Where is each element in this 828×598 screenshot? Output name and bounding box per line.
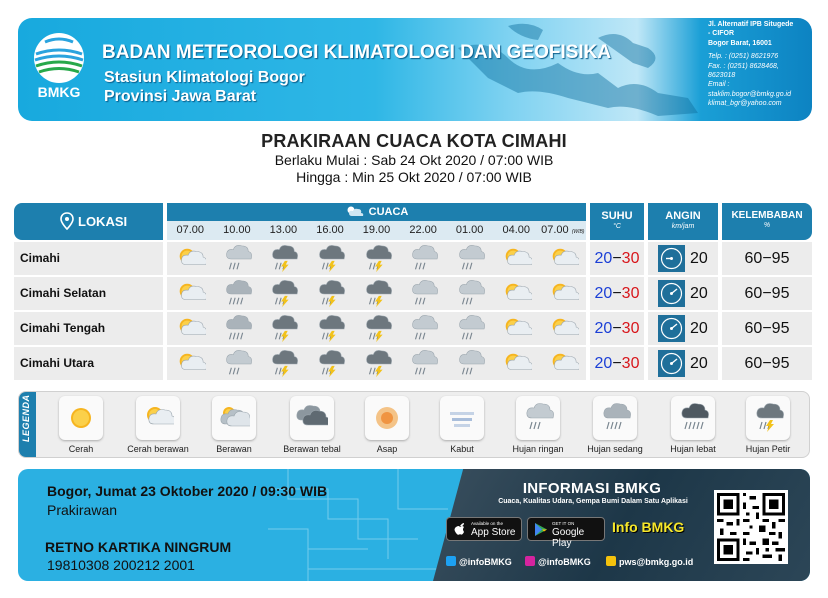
wind-speed: 20: [690, 250, 708, 267]
temperature-range: [590, 242, 644, 275]
cerah-berawan-icon: [547, 279, 579, 309]
weather-slot: [540, 242, 587, 275]
forecast-title-block: [0, 131, 828, 186]
temp-min: 20: [594, 355, 613, 372]
table-row: [14, 347, 812, 380]
legend-item: [349, 396, 425, 454]
temp-min: 20: [594, 250, 613, 267]
time-label: 01.00: [455, 224, 484, 236]
weather-slot: [260, 312, 307, 345]
temperature-range: [590, 277, 644, 310]
kelembaban-label: KELEMBABAN: [731, 210, 803, 221]
hujan-sedang-icon: [599, 402, 631, 434]
logo-text: BMKG: [37, 84, 81, 100]
legend-tag: [19, 392, 36, 458]
info-bmkg-app-name: Info BMKG: [612, 519, 685, 535]
valid-from: Berlaku Mulai : Sab 24 Okt 2020 / 07:00 WIB: [274, 152, 554, 168]
legend-icon-box: [59, 396, 103, 440]
province-name: Provinsi Jawa Barat: [104, 88, 257, 105]
weather-slot: [307, 242, 354, 275]
cerah-berawan-icon: [547, 244, 579, 274]
info-title: INFORMASI BMKG: [522, 480, 662, 497]
header-banner: [18, 18, 812, 121]
weather-slot: [307, 347, 354, 380]
qr-code-icon: [717, 493, 785, 561]
weather-slot: [214, 277, 261, 310]
forecaster-nip: 19810308 200212 2001: [47, 557, 195, 573]
legend-label: Hujan Petir: [745, 444, 791, 454]
address-line: Jl. Alternatif IPB Situgede: [708, 21, 794, 28]
temp-dash: −: [612, 355, 622, 372]
weather-slot: [353, 312, 400, 345]
time-label: 19.00: [362, 224, 391, 236]
temperature-range: [590, 347, 644, 380]
forecaster-role: Prakirawan: [47, 502, 118, 518]
weather-slot: [214, 242, 261, 275]
hujan-petir-icon: [267, 244, 299, 274]
email-label: pws@bmkg.go.id: [619, 557, 694, 567]
legend-item: [120, 396, 196, 454]
cerah-berawan-icon: [174, 349, 206, 379]
weather-icons: [167, 242, 586, 275]
legend-tag-label: LEGENDA: [21, 394, 31, 442]
legend-label: Berawan: [216, 444, 252, 454]
weather-slot: [307, 312, 354, 345]
hujan-ringan-icon: [454, 349, 486, 379]
legend-label: Cerah: [68, 444, 94, 454]
weather-slot: [260, 347, 307, 380]
weather-icons: [167, 277, 586, 310]
legend-icon-box: [516, 396, 560, 440]
legend-panel: [18, 391, 810, 458]
cerah-berawan-icon: [500, 279, 532, 309]
cuaca-label: CUACA: [368, 206, 409, 218]
email-contact[interactable]: [606, 556, 693, 567]
weather-slot: [540, 312, 587, 345]
hujan-ringan-icon: [454, 314, 486, 344]
weather-slot: [167, 347, 214, 380]
legend-icon-box: [365, 396, 409, 440]
wind-direction-icon: [658, 315, 685, 342]
wind-direction-icon: [658, 245, 685, 272]
twitter-handle[interactable]: [446, 556, 512, 567]
legend-item: [196, 396, 272, 454]
instagram-label: @infoBMKG: [538, 557, 591, 567]
location-pin-icon: [60, 212, 74, 230]
hujan-ringan-icon: [522, 402, 554, 434]
legend-icon-box: [746, 396, 790, 440]
legend-item: [655, 396, 731, 454]
wind-direction-icon: [658, 280, 685, 307]
fax-line: 8623018: [708, 72, 736, 80]
hujan-petir-icon: [267, 279, 299, 309]
weather-slot: [540, 347, 587, 380]
contact-info: [708, 20, 812, 121]
temp-max: 30: [621, 320, 640, 337]
apple-icon: [453, 522, 467, 537]
hujan-ringan-icon: [407, 279, 439, 309]
mail-icon: [606, 556, 616, 566]
hujan-petir-icon: [314, 244, 346, 274]
cerah-berawan-icon: [547, 349, 579, 379]
humidity-range: 60−95: [722, 312, 812, 345]
hujan-petir-icon: [361, 314, 393, 344]
weather-slot: [446, 242, 493, 275]
weather-slot: [214, 312, 261, 345]
page-title: PRAKIRAAN CUACA KOTA CIMAHI: [261, 131, 567, 151]
location-name: Cimahi Selatan: [14, 277, 163, 310]
hujan-petir-icon: [752, 402, 784, 434]
humidity-range: 60−95: [722, 242, 812, 275]
temp-max: 30: [621, 355, 640, 372]
hujan-ringan-icon: [407, 314, 439, 344]
app-store-small: Available on the: [471, 521, 503, 526]
legend-icon-box: [593, 396, 637, 440]
wind-cell: [648, 277, 718, 310]
berawan-tebal-icon: [296, 402, 328, 434]
time-label: 10.00: [223, 224, 251, 236]
temp-min: 20: [594, 320, 613, 337]
temp-max: 30: [621, 250, 640, 267]
footer-panel: [18, 469, 810, 581]
legend-icon-box: [671, 396, 715, 440]
legend-icon-box: [136, 396, 180, 440]
hujan-petir-icon: [361, 244, 393, 274]
twitter-label: @infoBMKG: [459, 557, 512, 567]
legend-item: [500, 396, 576, 454]
email-label: Email :: [708, 81, 730, 89]
column-header-cuaca: [167, 203, 586, 221]
kabut-icon: [446, 402, 478, 434]
legend-label: Hujan sedang: [587, 444, 643, 454]
weather-slot: [307, 277, 354, 310]
indonesia-map-graphic: [448, 18, 708, 121]
google-play-small: GET IT ON: [552, 521, 575, 526]
weather-slot: [353, 277, 400, 310]
email-line: klimat_bgr@yahoo.com: [708, 100, 782, 108]
lokasi-label: LOKASI: [78, 214, 128, 229]
asap-icon: [371, 402, 403, 434]
temp-dash: −: [612, 285, 622, 302]
fax-line: Fax. : (0251) 8628468,: [708, 62, 779, 70]
wind-speed: 20: [690, 285, 708, 302]
hujan-ringan-icon: [454, 244, 486, 274]
legend-item: [274, 396, 350, 454]
app-store-badge[interactable]: [446, 517, 522, 541]
organization-name: BADAN METEOROLOGI KLIMATOLOGI DAN GEOFISIKA: [102, 42, 612, 63]
hujan-ringan-icon: [407, 349, 439, 379]
weather-slot: [353, 347, 400, 380]
twitter-icon: [446, 556, 456, 566]
legend-item: [577, 396, 653, 454]
cerah-berawan-icon: [174, 244, 206, 274]
cerah-berawan-icon: [500, 244, 532, 274]
legend-label: Kabut: [450, 444, 474, 454]
column-header-lokasi: [14, 203, 163, 240]
suhu-label: SUHU: [601, 210, 633, 222]
hujan-sedang-icon: [221, 279, 253, 309]
wind-cell: [648, 242, 718, 275]
humidity-range: 60−95: [722, 347, 812, 380]
temp-min: 20: [594, 285, 613, 302]
angin-unit: km/jam: [671, 223, 695, 230]
forecaster-name: RETNO KARTIKA NINGRUM: [45, 539, 232, 555]
location-name: Cimahi Utara: [14, 347, 163, 380]
temperature-range: [590, 312, 644, 345]
column-header-suhu: [590, 203, 644, 240]
address-line: Bogor Barat, 16001: [708, 39, 772, 47]
qr-code: [714, 490, 788, 564]
weather-slot: [260, 277, 307, 310]
bmkg-logo-icon: [31, 32, 87, 112]
email-line: staklim.bogor@bmkg.go.id: [708, 90, 791, 98]
weather-slot: [353, 242, 400, 275]
legend-label: Cerah berawan: [127, 444, 189, 454]
weather-slot: [400, 277, 447, 310]
weather-slot: [446, 277, 493, 310]
weather-slot: [540, 277, 587, 310]
hujan-petir-icon: [267, 314, 299, 344]
cerah-icon: [65, 402, 97, 434]
google-play-badge[interactable]: [527, 517, 605, 549]
hujan-ringan-icon: [407, 244, 439, 274]
weather-icons: [167, 347, 586, 380]
humidity-range: 60−95: [722, 277, 812, 310]
time-label-last: [540, 221, 587, 240]
weather-slot: [400, 347, 447, 380]
hujan-ringan-icon: [221, 349, 253, 379]
temp-dash: −: [612, 250, 622, 267]
cerah-berawan-icon: [547, 314, 579, 344]
berawan-icon: [218, 402, 250, 434]
legend-icon-box: [290, 396, 334, 440]
phone-line: Telp. : (0251) 8621976: [708, 53, 779, 61]
column-header-kelembaban: [722, 203, 812, 240]
google-play-icon: [534, 522, 548, 537]
instagram-icon: [525, 556, 535, 566]
column-header-angin: [648, 203, 718, 240]
weather-slot: [214, 347, 261, 380]
hujan-lebat-icon: [677, 402, 709, 434]
time-label: 16.00: [316, 224, 344, 236]
weather-slot: [167, 312, 214, 345]
legend-icon-box: [440, 396, 484, 440]
legend-label: Hujan lebat: [670, 444, 716, 454]
valid-to: Hingga : Min 25 Okt 2020 / 07:00 WIB: [296, 169, 532, 185]
legend-label: Berawan tebal: [283, 444, 341, 454]
cerah-berawan-icon: [142, 402, 174, 434]
weather-slot: [493, 277, 540, 310]
time-label: 13.00: [269, 224, 298, 236]
instagram-handle[interactable]: [525, 556, 591, 567]
hujan-sedang-icon: [221, 314, 253, 344]
hujan-petir-icon: [314, 314, 346, 344]
hujan-petir-icon: [361, 279, 393, 309]
temp-dash: −: [612, 320, 622, 337]
time-label: 04.00: [502, 224, 530, 236]
timezone-label: (WIB): [571, 229, 585, 235]
legend-item: [43, 396, 119, 454]
legend-label: Hujan ringan: [512, 444, 564, 454]
weather-slot: [493, 312, 540, 345]
hujan-ringan-icon: [454, 279, 486, 309]
weather-slot: [167, 277, 214, 310]
kelembaban-unit: %: [763, 222, 771, 229]
weather-slot: [446, 347, 493, 380]
legend-icon-box: [212, 396, 256, 440]
cerah-berawan-icon: [174, 279, 206, 309]
time-header-row: [167, 221, 586, 240]
legend-item: [730, 396, 806, 454]
time-label: 07.00: [176, 224, 205, 236]
weather-icons: [167, 312, 586, 345]
hujan-petir-icon: [314, 349, 346, 379]
hujan-petir-icon: [361, 349, 393, 379]
issued-date: Bogor, Jumat 23 Oktober 2020 / 09:30 WIB: [47, 483, 328, 499]
cerah-berawan-icon: [174, 314, 206, 344]
station-name: Stasiun Klimatologi Bogor: [104, 69, 305, 86]
table-row: [14, 277, 812, 310]
table-row: [14, 312, 812, 345]
google-play-label: Google Play: [552, 527, 585, 549]
time-label: 07.00: [541, 224, 569, 236]
cloud-sun-icon: [345, 205, 365, 217]
wind-direction-icon: [658, 350, 685, 377]
wind-cell: [648, 312, 718, 345]
legend-item: [424, 396, 500, 454]
suhu-unit: °C: [613, 223, 621, 230]
weather-slot: [493, 347, 540, 380]
weather-slot: [493, 242, 540, 275]
app-store-label: App Store: [471, 527, 516, 538]
wind-speed: 20: [690, 320, 708, 337]
weather-slot: [400, 312, 447, 345]
hujan-petir-icon: [314, 279, 346, 309]
weather-slot: [260, 242, 307, 275]
legend-label: Asap: [376, 444, 398, 454]
info-subtitle: Cuaca, Kualitas Udara, Gempa Bumi Dalam Satu Aplikasi: [498, 498, 688, 505]
weather-slot: [167, 242, 214, 275]
table-row: [14, 242, 812, 275]
temp-max: 30: [621, 285, 640, 302]
weather-slot: [400, 242, 447, 275]
wind-speed: 20: [690, 355, 708, 372]
angin-label: ANGIN: [665, 210, 701, 222]
weather-slot: [446, 312, 493, 345]
cerah-berawan-icon: [500, 314, 532, 344]
location-name: Cimahi Tengah: [14, 312, 163, 345]
wind-cell: [648, 347, 718, 380]
cerah-berawan-icon: [500, 349, 532, 379]
time-label: 22.00: [409, 224, 437, 236]
location-name: Cimahi: [14, 242, 163, 275]
hujan-petir-icon: [267, 349, 299, 379]
address-line: - CIFOR: [708, 30, 735, 38]
hujan-ringan-icon: [221, 244, 253, 274]
